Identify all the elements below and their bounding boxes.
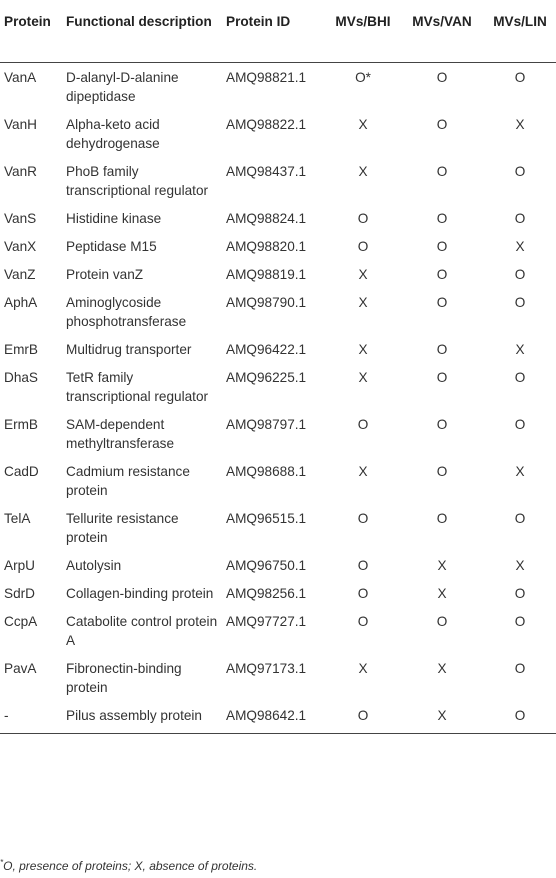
table-row — [0, 551, 556, 579]
cell-protein-id: AMQ98824.1 — [226, 210, 307, 226]
cell-protein: CcpA — [4, 613, 38, 629]
table-row — [0, 363, 556, 410]
cell-protein-id: AMQ96515.1 — [226, 510, 307, 526]
cell-mvs-van: O — [436, 163, 448, 179]
cell-mvs-lin: O — [514, 266, 526, 282]
table-row — [0, 701, 556, 734]
table-header — [0, 0, 556, 62]
table-row — [0, 157, 556, 204]
cell-functional-description: Protein vanZ — [66, 266, 144, 282]
cell-protein-id: AMQ97727.1 — [226, 613, 307, 629]
cell-mvs-van: O — [436, 266, 448, 282]
cell-mvs-lin: X — [515, 463, 525, 479]
cell-mvs-van: O — [436, 238, 448, 254]
cell-mvs-bhi: X — [358, 294, 368, 310]
table-row — [0, 288, 556, 335]
cell-mvs-van: O — [436, 294, 448, 310]
cell-mvs-lin: O — [514, 416, 526, 432]
cell-protein: VanR — [4, 163, 37, 179]
cell-protein: VanX — [4, 238, 37, 254]
cell-functional-description: PhoB family transcriptional regulator — [66, 163, 209, 198]
cell-functional-description: Alpha-keto acid dehydrogenase — [66, 116, 160, 151]
cell-functional-description: Multidrug transporter — [66, 341, 192, 357]
table-row — [0, 410, 556, 457]
cell-mvs-lin: O — [514, 510, 526, 526]
table-row — [0, 607, 556, 654]
table-row — [0, 204, 556, 232]
table-row — [0, 110, 556, 157]
header-functional-description: Functional description — [62, 0, 222, 62]
cell-mvs-bhi: X — [358, 116, 368, 132]
table-row — [0, 335, 556, 363]
cell-protein: VanH — [4, 116, 37, 132]
cell-mvs-bhi: O* — [355, 69, 371, 85]
table-row — [0, 504, 556, 551]
table-body — [0, 62, 556, 733]
header-mvs-bhi: MVs/BHI — [326, 0, 400, 62]
cell-protein: ArpU — [4, 557, 35, 573]
header-row — [0, 0, 556, 62]
header-mvs-lin: MVs/LIN — [484, 0, 556, 62]
cell-protein: EmrB — [4, 341, 38, 357]
cell-protein: CadD — [4, 463, 39, 479]
cell-protein: VanS — [4, 210, 37, 226]
cell-protein-id: AMQ98797.1 — [226, 416, 307, 432]
cell-functional-description: Collagen-binding protein — [66, 585, 214, 601]
cell-mvs-bhi: O — [357, 510, 369, 526]
cell-mvs-lin: O — [514, 163, 526, 179]
cell-mvs-bhi: X — [358, 341, 368, 357]
cell-mvs-van: O — [436, 69, 448, 85]
cell-mvs-van: X — [437, 660, 447, 676]
cell-functional-description: SAM-dependent methyltransferase — [66, 416, 175, 451]
cell-protein: SdrD — [4, 585, 35, 601]
cell-mvs-bhi: O — [357, 416, 369, 432]
cell-mvs-lin: O — [514, 660, 526, 676]
cell-functional-description: Pilus assembly protein — [62, 701, 222, 734]
cell-functional-description: Aminoglycoside phosphotransferase — [66, 294, 187, 329]
cell-mvs-lin: O — [484, 701, 556, 734]
table-row — [0, 62, 556, 110]
cell-mvs-van: O — [436, 210, 448, 226]
cell-protein: ErmB — [4, 416, 38, 432]
table-row — [0, 654, 556, 701]
cell-mvs-bhi: O — [326, 701, 400, 734]
cell-protein: PavA — [4, 660, 37, 676]
header-mvs-van: MVs/VAN — [400, 0, 484, 62]
cell-mvs-bhi: O — [357, 210, 369, 226]
cell-mvs-lin: O — [514, 69, 526, 85]
cell-functional-description: D-alanyl-D-alanine dipeptidase — [66, 69, 179, 104]
cell-protein-id: AMQ98437.1 — [226, 163, 307, 179]
table-row — [0, 579, 556, 607]
cell-mvs-lin: X — [515, 557, 525, 573]
cell-protein-id: AMQ96225.1 — [226, 369, 307, 385]
cell-mvs-bhi: O — [357, 613, 369, 629]
cell-mvs-van: O — [436, 416, 448, 432]
cell-protein-id: AMQ96422.1 — [226, 341, 307, 357]
cell-mvs-van: X — [400, 701, 484, 734]
cell-mvs-bhi: O — [357, 238, 369, 254]
cell-mvs-bhi: X — [358, 463, 368, 479]
cell-mvs-lin: O — [514, 294, 526, 310]
cell-mvs-van: O — [436, 510, 448, 526]
cell-protein-id: AMQ98820.1 — [226, 238, 307, 254]
table-row — [0, 232, 556, 260]
cell-mvs-lin: O — [514, 585, 526, 601]
table-row — [0, 457, 556, 504]
cell-mvs-van: O — [436, 369, 448, 385]
cell-mvs-van: O — [436, 341, 448, 357]
cell-mvs-van: X — [437, 557, 447, 573]
cell-protein: AphA — [4, 294, 38, 310]
table-row — [0, 260, 556, 288]
cell-protein-id: AMQ96750.1 — [226, 557, 307, 573]
header-protein-id: Protein ID — [222, 0, 326, 62]
cell-protein-id: AMQ98790.1 — [226, 294, 307, 310]
cell-functional-description: Fibronectin-binding protein — [66, 660, 182, 695]
cell-mvs-lin: O — [514, 369, 526, 385]
cell-protein: VanZ — [4, 266, 36, 282]
cell-mvs-van: X — [437, 585, 447, 601]
cell-protein: - — [0, 701, 62, 734]
cell-mvs-bhi: X — [358, 266, 368, 282]
cell-protein: VanA — [4, 69, 37, 85]
cell-mvs-lin: O — [514, 613, 526, 629]
cell-mvs-van: O — [436, 463, 448, 479]
cell-protein-id: AMQ98822.1 — [226, 116, 307, 132]
cell-protein-id: AMQ98256.1 — [226, 585, 307, 601]
cell-functional-description: Tellurite resistance protein — [66, 510, 179, 545]
cell-functional-description: Catabolite control protein A — [66, 613, 218, 648]
cell-mvs-bhi: O — [357, 557, 369, 573]
cell-protein-id: AMQ98688.1 — [226, 463, 307, 479]
cell-functional-description: Peptidase M15 — [66, 238, 157, 254]
cell-protein-id: AMQ98821.1 — [226, 69, 307, 85]
cell-protein-id: AMQ97173.1 — [226, 660, 307, 676]
cell-functional-description: TetR family transcriptional regulator — [66, 369, 209, 404]
cell-protein-id: AMQ98819.1 — [226, 266, 307, 282]
cell-protein-id: AMQ98642.1 — [222, 701, 326, 734]
cell-functional-description: Cadmium resistance protein — [66, 463, 190, 498]
table-footnote — [0, 858, 556, 874]
footnote-marker: * — [0, 858, 4, 867]
cell-mvs-lin: O — [514, 210, 526, 226]
cell-protein: TelA — [4, 510, 31, 526]
cell-mvs-lin: X — [515, 341, 525, 357]
cell-functional-description: Autolysin — [66, 557, 122, 573]
cell-functional-description: Histidine kinase — [66, 210, 162, 226]
cell-mvs-van: O — [436, 116, 448, 132]
cell-mvs-bhi: O — [357, 585, 369, 601]
footnote-text: O, presence of proteins; X, absence of proteins. — [3, 859, 258, 873]
cell-mvs-van: O — [436, 613, 448, 629]
cell-mvs-lin: X — [515, 238, 525, 254]
cell-mvs-bhi: X — [358, 660, 368, 676]
cell-protein: DhaS — [4, 369, 39, 385]
cell-mvs-bhi: X — [358, 369, 368, 385]
header-protein: Protein — [0, 0, 62, 62]
cell-mvs-lin: X — [515, 116, 525, 132]
cell-mvs-bhi: X — [358, 163, 368, 179]
